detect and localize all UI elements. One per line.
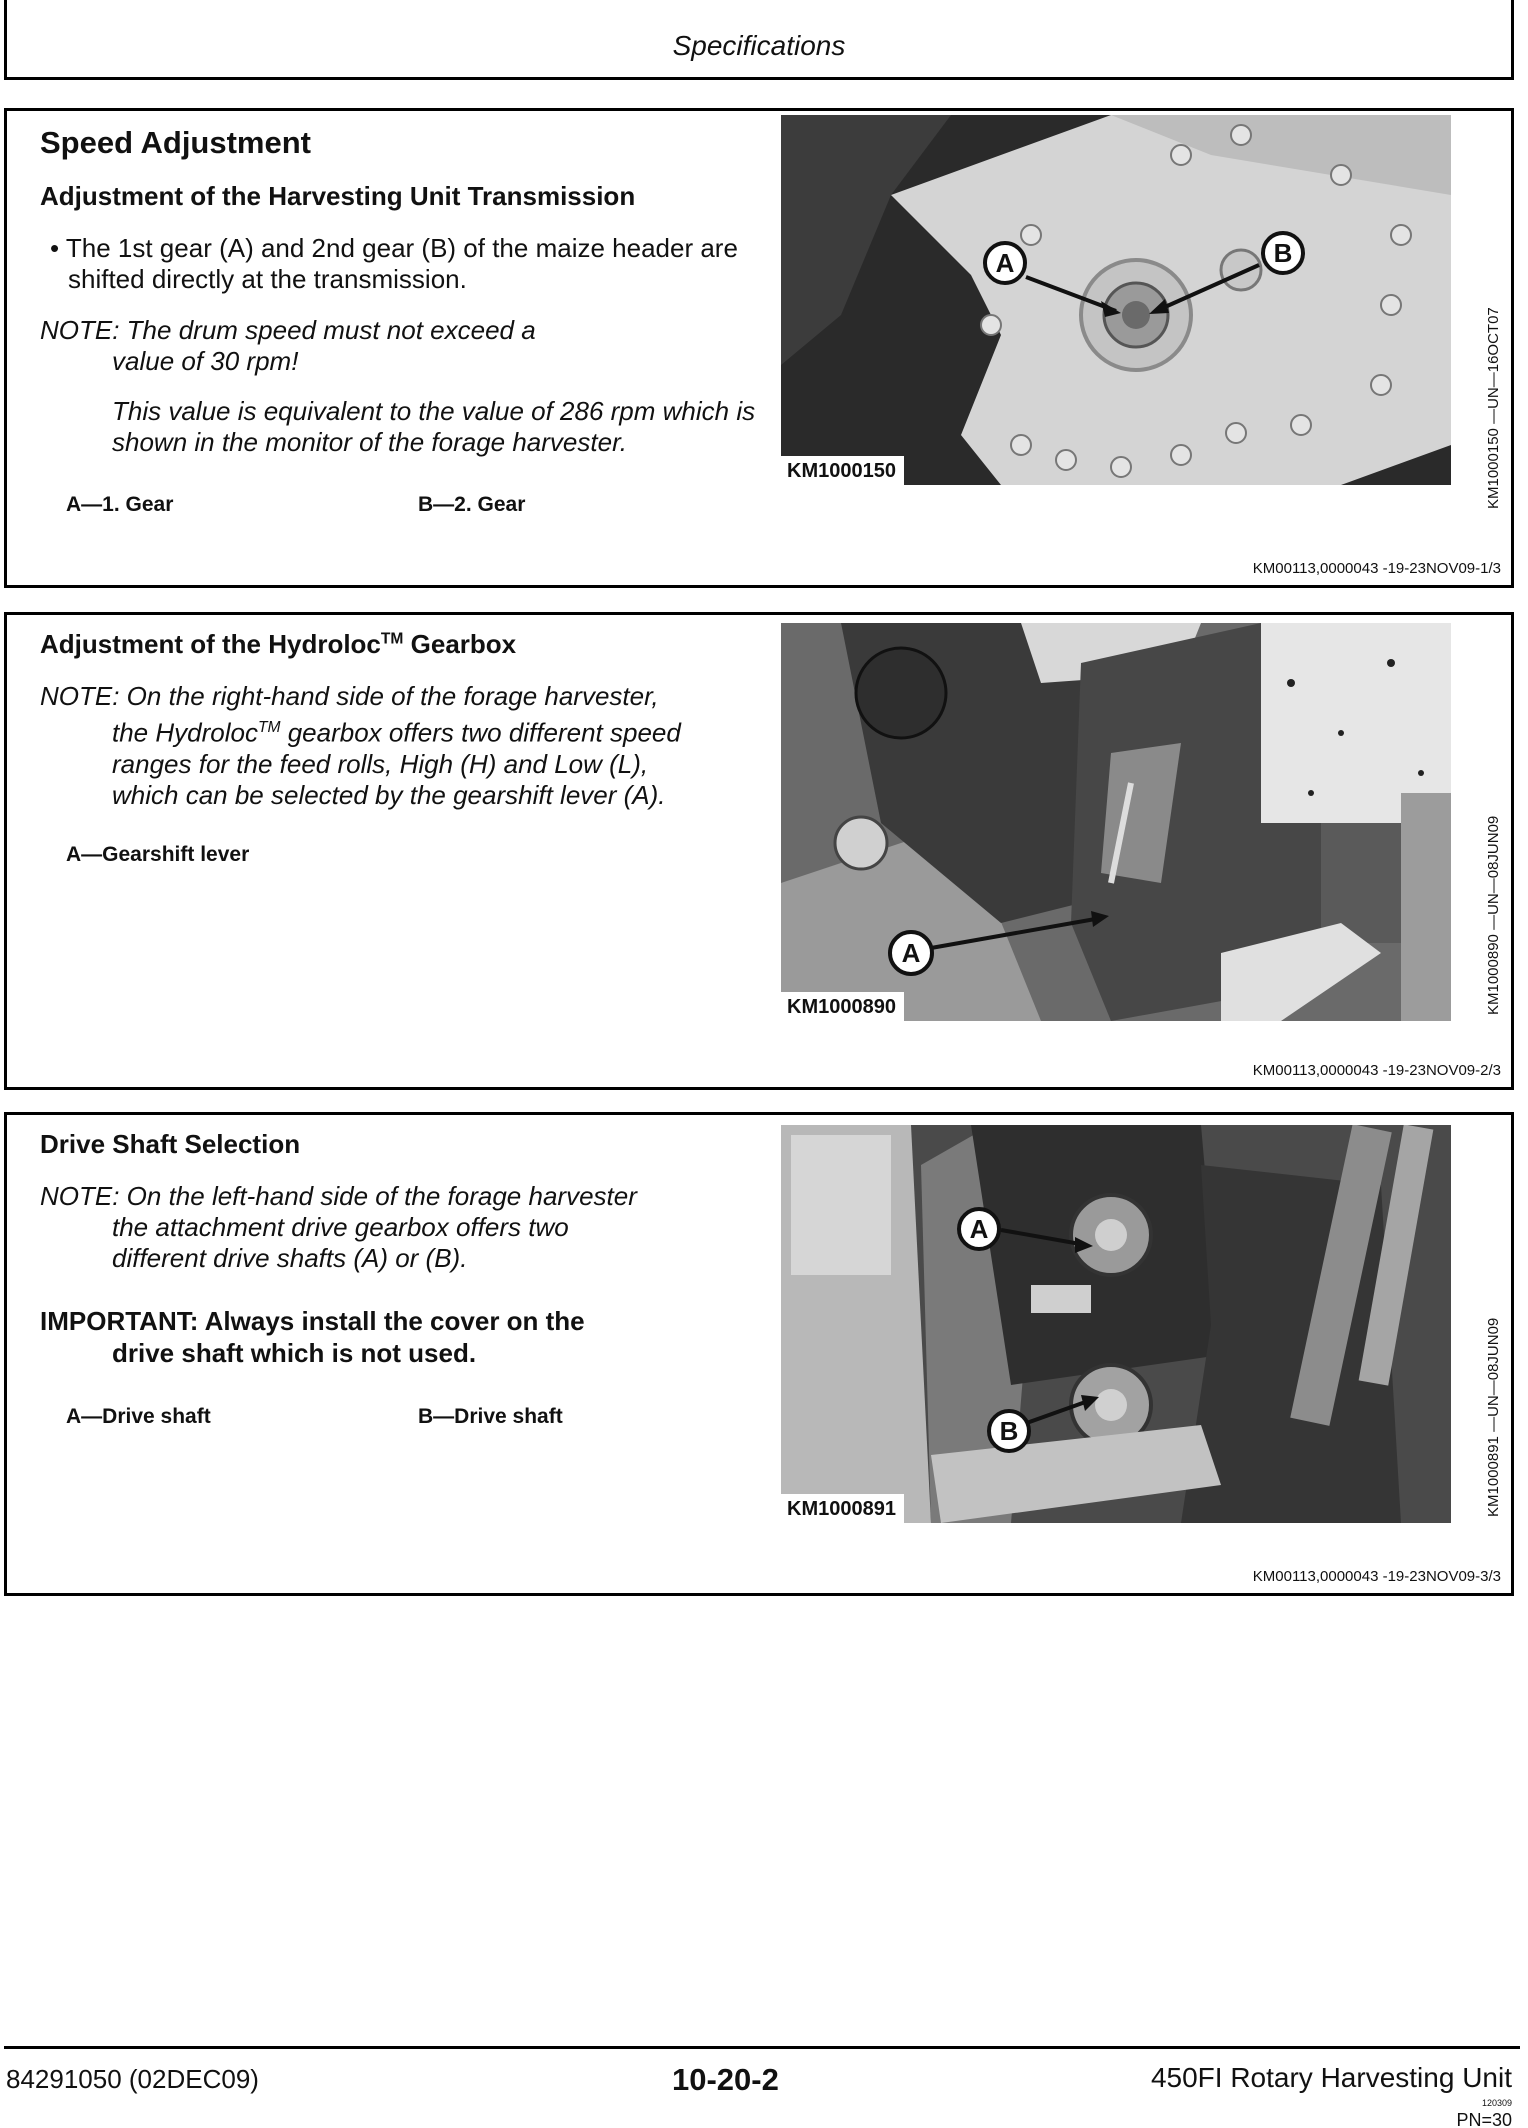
reference-code: KM00113,0000043 -19-23NOV09-1/3 [1252,560,1501,577]
date-code: 120309 [1481,2098,1512,2108]
note-line: NOTE: On the right-hand side of the forage harvester, [40,681,659,711]
page-number: 10-20-2 [672,2062,779,2097]
legend-a: A—1. Gear [66,493,174,516]
figure-transmission-photo [781,115,1451,485]
section-speed-adjustment [4,108,1514,588]
note-line: the attachment drive gearbox offers two [112,1212,569,1242]
note-line: which can be selected by the gearshift lever (A). [112,779,666,810]
trademark: TM [257,719,281,736]
callout-b: B [999,1416,1019,1446]
image-label: KM1000890 [781,992,904,1021]
callout-b: B [1273,238,1293,268]
header-title: Specifications [672,30,846,61]
legend-b: B—Drive shaft [418,1405,563,1428]
heading-text: Adjustment of the Hydroloc [40,629,381,659]
note-paragraph: This value is equivalent to the value of 286 rpm which is shown in the monitor of the forage harvester. [112,396,756,457]
heading-text: Gearbox [403,629,517,659]
section-drive-shaft-selection [4,1112,1514,1596]
callout-a: A [995,248,1015,278]
note-line: NOTE: The drum speed must not exceed a [40,315,536,345]
image-label: KM1000150 [781,456,904,485]
section-hydroloc-gearbox [4,612,1514,1090]
note [40,1181,775,1274]
footer-divider [4,2046,1520,2049]
reference-code: KM00113,0000043 -19-23NOV09-2/3 [1252,1062,1501,1079]
note [40,315,770,377]
bullet-item [40,233,770,295]
image-side-code: KM1000150 —UN—16OCT07 [1485,307,1502,509]
important-line: drive shaft which is not used. [112,1338,477,1368]
important-notice [40,1305,775,1369]
section-heading: Drive Shaft Selection [40,1129,301,1159]
note-line: NOTE: On the left-hand side of the forage harvester [40,1181,637,1211]
section-heading [40,629,516,660]
page-header [4,0,1514,80]
note-line: ranges for the feed rolls, High (H) and Low (L), [112,748,649,779]
product-name: 450FI Rotary Harvesting Unit [1150,2062,1512,2093]
bullet-icon: • [50,233,60,263]
note-text: gearbox offers two different speed [280,717,681,748]
important-line: IMPORTANT: Always install the cover on the [40,1306,585,1336]
section-subheading: Adjustment of the Harvesting Unit Transmission [40,181,636,211]
photo-illustration [781,115,1451,485]
image-side-code: KM1000891 —UN—08JUN09 [1485,1317,1502,1517]
note-line [40,712,775,749]
legend-a: A—Gearshift lever [66,843,250,866]
legend-a: A—Drive shaft [66,1405,211,1428]
trademark: TM [380,630,404,648]
image-side-code: KM1000890 —UN—08JUN09 [1485,815,1502,1015]
legend-b: B—2. Gear [418,493,526,516]
photo-illustration [781,623,1451,1021]
note-line: different drive shafts (A) or (B). [112,1243,468,1273]
section-heading: Speed Adjustment [40,125,311,160]
reference-code: KM00113,0000043 -19-23NOV09-3/3 [1252,1568,1501,1585]
figure-hydroloc-photo [781,623,1451,1021]
image-label: KM1000891 [781,1494,904,1523]
callout-a: A [969,1214,989,1244]
pn-number: PN=30 [1456,2110,1512,2128]
callout-a: A [901,938,921,968]
bullet-text: The 1st gear (A) and 2nd gear (B) of the maize header are shifted directly at the transmission. [65,233,738,294]
figure-drive-shaft-photo [781,1125,1451,1523]
note-line: value of 30 rpm! [112,346,299,376]
photo-illustration [781,1125,1451,1523]
note [40,681,775,811]
note-text: the Hydroloc [112,717,258,748]
document-number: 84291050 (02DEC09) [6,2064,259,2094]
page-footer [0,2046,1528,2128]
